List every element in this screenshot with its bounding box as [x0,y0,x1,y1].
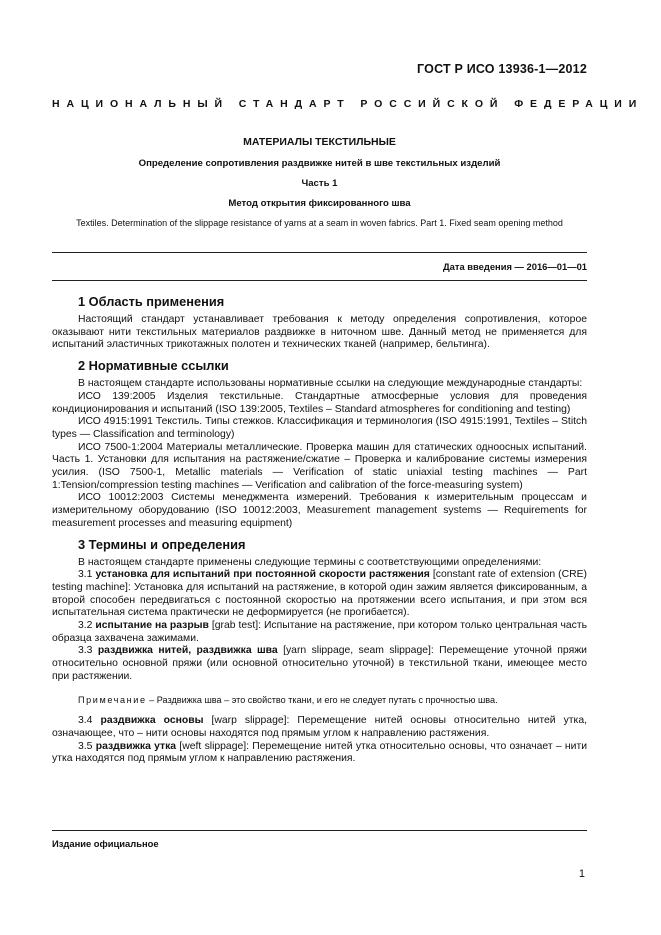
section-1-heading: 1 Область применения [78,294,225,309]
definition-3-4 [52,715,587,740]
definition-term: раздвижка нитей, раздвижка шва [97,645,278,657]
definition-3-5 [52,741,587,766]
document-code: ГОСТ Р ИСО 13936-1—2012 [417,62,587,76]
definition-number: 3.5 [78,740,93,752]
definition-3-3 [52,645,587,683]
definition-term: раздвижка основы [100,715,204,727]
definition-text: [weft slippage]: Перемещение нитей утка относительно основы, что означает – нити утка находятся под прямым углом к направлению растяжения. [52,740,588,765]
section-1-paragraph: Настоящий стандарт устанавливает требования к методу определения сопротивления, которое оказывают нити текстильных материалов раздвижке в ниточном шве. Данный метод не применяется для испытаний эластичных трикотажных полотен и технических тканей (например, бельтинга). [52,314,587,351]
title-block [52,136,587,229]
note-label: Примечание [78,694,147,705]
definition-term: раздвижка утка [95,740,177,752]
definition-number: 3.4 [78,715,93,727]
reference-iso-10012: ИСО 10012:2003 Системы менеджмента измерений. Требования к измерительным процессам и измерительному оборудованию (ISO 10012:2003, Measurement management systems — Requirements for measurement processes and measuring equipment) [52,492,587,529]
official-edition-label: Издание официальное [52,838,159,849]
section-2-intro: В настоящем стандарте использованы нормативные ссылки на следующие международные стандарты: [78,378,583,390]
definition-term: установка для испытаний при постоянной скорости растяжения [95,569,430,581]
definition-text: [warp slippage]: Перемещение нитей основы относительно нитей утка, означающее, что – нити основы находятся под прямым углом к направлению растяжения. [52,715,587,739]
reference-iso-4915: ИСО 4915:1991 Текстиль. Типы стежков. Классификация и терминология (ISO 4915:1991, Textiles – Stitch types — Classification and terminology) [52,416,587,440]
reference-iso-139: ИСО 139:2005 Изделия текстильные. Стандартные атмосферные условия для проведения кондиционирования и испытаний (ISO 139:2005, Textiles – Standard atmospheres for conditioning and testing) [52,390,587,415]
definition-3-1 [52,569,587,620]
definition-number: 3.2 [78,620,93,632]
effective-date: Дата введения — 2016—01—01 [442,261,587,272]
title-part: Часть 1 [301,178,338,189]
definition-term: испытание на разрыв [95,620,209,632]
title-english: Textiles. Determination of the slippage resistance of yarns at a seam in woven fabrics. Part 1. Fixed seam opening method [76,218,563,228]
definition-number: 3.3 [78,645,93,657]
note-text: – Раздвижка шва – это свойство ткани, и его не следует путать с прочностью шва. [149,694,498,705]
title-subtitle: Определение сопротивления раздвижке нитей в шве текстильных изделий [138,158,501,169]
national-standard-label: НАЦИОНАЛЬНЫЙ СТАНДАРТ РОССИЙСКОЙ ФЕДЕРАЦИИ [52,98,644,110]
title-method: Метод открытия фиксированного шва [228,198,411,209]
note [52,694,587,707]
definition-text: [constant rate of extension (CRE) testing machine]: Установка для испытаний на растяжение, в которой один зажим является фиксированным, а второй способен передвигаться с постоянной скоростью на протяжении всего испытания, и при этом вся испытательная система практически не деформируется (не прогибается). [52,569,588,619]
definition-text: [grab test]: Испытание на растяжение, при котором только центральная часть образца захвачена зажимами. [52,620,588,644]
section-3-heading: 3 Термины и определения [78,536,246,552]
rule-footer [52,830,587,831]
rule-top [52,252,587,253]
section-3-intro: В настоящем стандарте применены следующие термины с соответствующими определениями: [78,556,542,568]
document-body [52,294,587,766]
definition-text: [yarn slippage, seam slippage]: Перемещение уточной пряжи относительно основной пряжи (или основной относительно уточной) в текстильной ткани, имеющее место при растяжении. [52,645,587,682]
definition-number: 3.1 [78,569,93,581]
title-main: МАТЕРИАЛЫ ТЕКСТИЛЬНЫЕ [243,136,396,148]
section-2-heading: 2 Нормативные ссылки [78,358,229,374]
rule-under-date [52,280,587,281]
reference-iso-7500: ИСО 7500-1:2004 Материалы металлические. Проверка машин для статических одноосных испытаний. Часть 1. Установки для испытания на растяжение/сжатие – Проверка и калибрование системы измерения усилия. (ISO 7500-1, Metallic materials — Verification of static uniaxial testing machines — Part 1:Tension/compression testing machines — Verification and calibration of the force-measuring system) [52,441,587,491]
definition-3-2 [52,620,587,645]
page-number: 1 [578,868,585,880]
